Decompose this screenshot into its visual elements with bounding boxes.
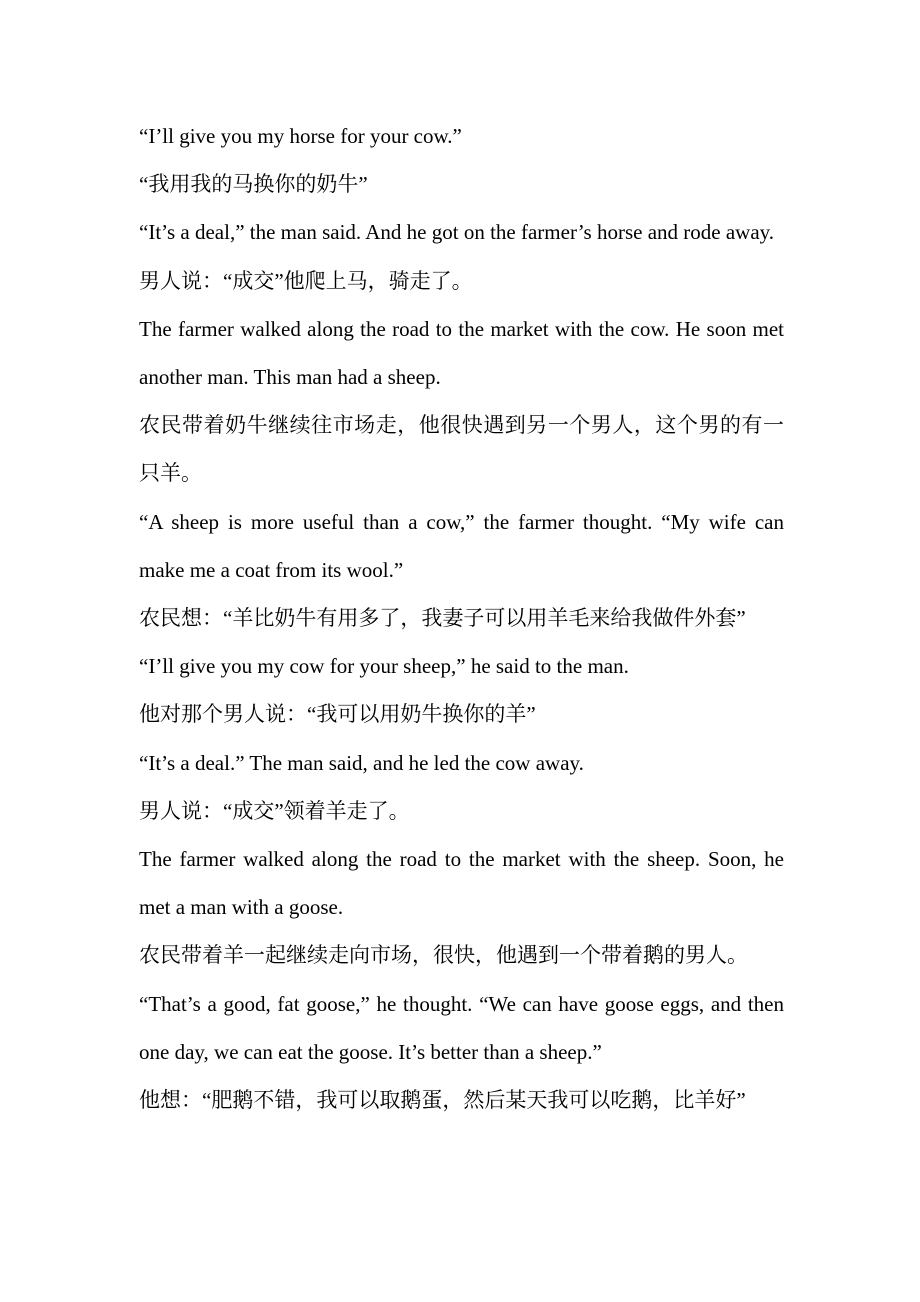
paragraph-en-deal-cow: “It’s a deal.” The man said, and he led the cow away. (139, 750, 584, 775)
paragraph-zh-walk-cow: 农民带着奶牛继续往市场走，他很快遇到另一个男人，这个男的有一只羊。 (139, 413, 784, 486)
paragraph-en-cow-offer: “I’ll give you my cow for your sheep,” he said to the man. (139, 654, 629, 679)
paragraph-zh-cow-offer: 他对那个男人说：“我可以用奶牛换你的羊” (139, 702, 536, 727)
paragraph-en-walk-sheep: The farmer walked along the road to the market with the sheep. Soon, he met a man with a goose. (139, 847, 784, 920)
paragraph-zh-horse-offer: “我用我的马换你的奶牛” (139, 172, 368, 197)
paragraph-zh-walk-sheep: 农民带着羊一起继续走向市场，很快，他遇到一个带着鹅的男人。 (139, 943, 748, 968)
paragraph-en-goose-thought: “That’s a good, fat goose,” he thought. “We can have goose eggs, and then one day, we can eat the goose. It’s better than a sheep.” (139, 991, 784, 1064)
paragraph-zh-goose-thought: 他想：“肥鹅不错，我可以取鹅蛋，然后某天我可以吃鹅，比羊好” (139, 1088, 746, 1113)
paragraph-en-horse-offer: “I’ll give you my horse for your cow.” (139, 124, 462, 148)
paragraph-en-sheep-thought: “A sheep is more useful than a cow,” the farmer thought. “My wife can make me a coat from its wool.” (139, 509, 784, 582)
paragraph-en-deal-horse: “It’s a deal,” the man said. And he got on the farmer’s horse and rode away. (139, 220, 775, 245)
paragraph-en-walk-cow: The farmer walked along the road to the market with the cow. He soon met another man. This man had a sheep. (139, 316, 784, 390)
paragraph-zh-sheep-thought: 农民想：“羊比奶牛有用多了，我妻子可以用羊毛来给我做件外套” (139, 606, 746, 631)
paragraph-zh-deal-cow: 男人说：“成交”领着羊走了。 (139, 798, 410, 823)
story-text (139, 112, 784, 1124)
paragraph-zh-deal-horse: 男人说：“成交”他爬上马，骑走了。 (139, 268, 473, 293)
